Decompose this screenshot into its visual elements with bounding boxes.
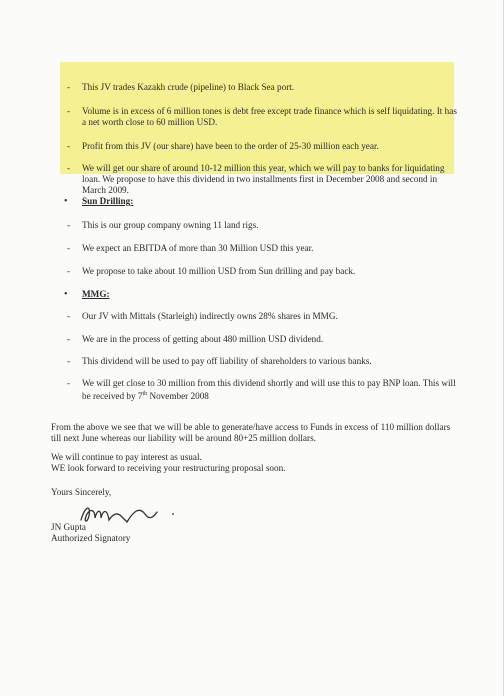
- dash-marker: -: [67, 141, 71, 151]
- mmg-item-1: Our JV with Mittals (Starleigh) indirectly owns 28% shares in MMG.: [82, 311, 338, 321]
- sun-drilling-item-1: This is our group company owning 11 land rigs.: [82, 220, 259, 230]
- mmg-heading: MMG:: [82, 289, 110, 299]
- sun-drilling-item-3: We propose to take about 10 million USD from Sun drilling and pay back.: [82, 266, 356, 276]
- mmg-item-4-text: We will get close to 30 million from this dividend shortly and will use this to pay BNP loan. This will be received by 7th November 2008: [82, 378, 456, 402]
- bullet-marker: •: [64, 196, 68, 207]
- signatory-name: JN Gupta: [51, 522, 86, 532]
- mmg-item-3: This dividend will be used to pay off liability of shareholders to various banks.: [82, 356, 372, 366]
- mmg-item-2: We are in the process of getting about 480 million USD dividend.: [82, 334, 324, 344]
- dash-marker: -: [67, 356, 71, 366]
- dash-marker: -: [67, 106, 71, 116]
- dash-marker: -: [67, 334, 71, 344]
- kazakh-item-1: This JV trades Kazakh crude (pipeline) to Black Sea port.: [82, 82, 295, 92]
- bullet-marker: •: [64, 289, 68, 300]
- interest-line: We will continue to pay interest as usual.: [51, 452, 202, 462]
- sun-drilling-item-2: We expect an EBITDA of more than 30 Million USD this year.: [82, 243, 314, 253]
- dash-marker: -: [67, 378, 71, 388]
- signatory-title: Authorized Signatory: [51, 533, 131, 543]
- kazakh-item-3: Profit from this JV (our share) have been to the order of 25-30 million each year.: [82, 141, 379, 151]
- kazakh-item-2: Volume is in excess of 6 million tones is debt free except trade finance which is self liquidating. It has a net worth close to 60 million USD.: [82, 106, 457, 127]
- dash-marker: -: [67, 82, 71, 92]
- salutation: Yours Sincerely,: [51, 487, 112, 497]
- dash-marker: -: [67, 220, 71, 230]
- summary-paragraph: From the above we see that we will be able to generate/have access to Funds in excess of 110 million dollars till next June whereas our liability will be around 80+25 million dollars.: [51, 422, 451, 443]
- dash-marker: -: [67, 266, 71, 276]
- dash-marker: -: [67, 311, 71, 321]
- mmg-item-4: [82, 378, 458, 402]
- dash-marker: -: [67, 243, 71, 253]
- sun-drilling-heading: Sun Drilling:: [82, 196, 134, 206]
- dash-marker: -: [67, 163, 71, 173]
- kazakh-item-4: We will get our share of around 10-12 million this year, which we will pay to banks for liquidating loan. We propose to have this dividend in two installments first in December 2008 and second in March 2009.: [82, 163, 445, 195]
- forward-line: WE look forward to receiving your restructuring proposal soon.: [51, 463, 286, 473]
